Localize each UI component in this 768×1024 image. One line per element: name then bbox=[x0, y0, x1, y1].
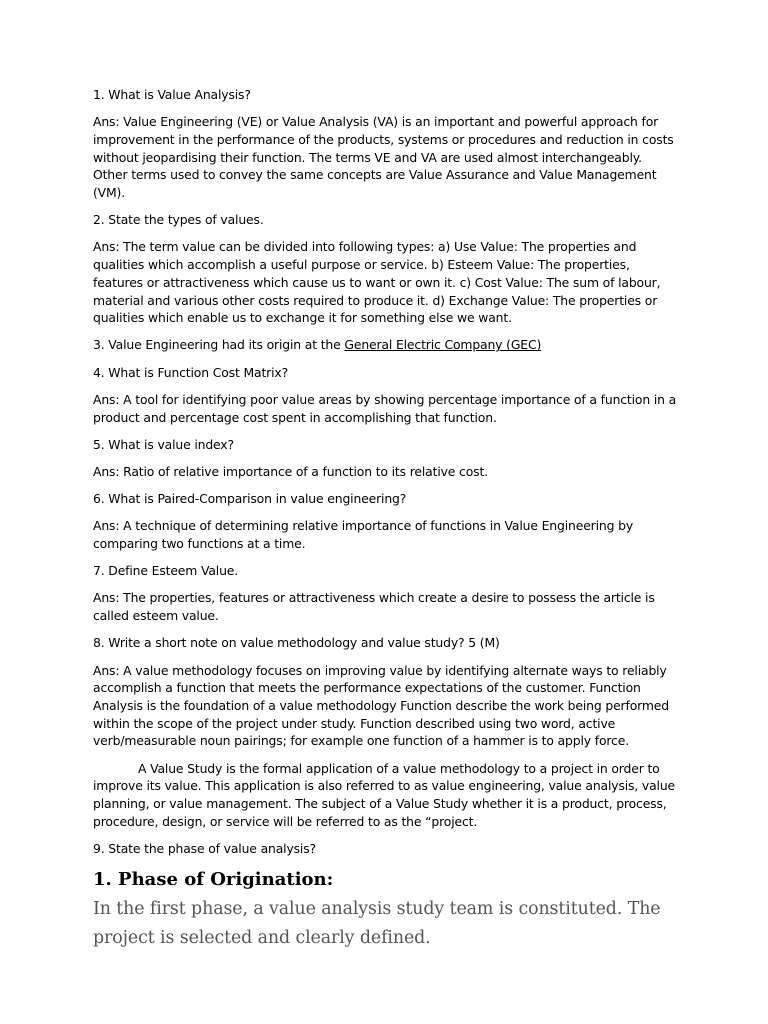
question-6: 6. What is Paired-Comparison in value engineering? bbox=[93, 491, 407, 507]
answer-2: Ans: The term value can be divided into following types: a) Use Value: The properties and qualities which accomplish a useful purpose or service. b) Esteem Value: The properties, features or attractiveness which cause us to want or own it. c) Cost Value: The sum of labour, material and various other costs required to produce it. d) Exchange Value: The properties or qualities which enable us to exchange it for something else we want. bbox=[93, 239, 661, 326]
question-7: 7. Define Esteem Value. bbox=[93, 563, 239, 579]
answer-8-part-2: A Value Study is the formal application of a value methodology to a project in order to improve its value. This application is also referred to as value engineering, value analysis, value planning, or value management. The subject of a Value Study whether it is a product, process, procedure, design, or service will be referred to as the “project. bbox=[93, 760, 676, 829]
question-2: 2. State the types of values. bbox=[93, 212, 264, 228]
question-3-text: 3. Value Engineering had its origin at the bbox=[93, 337, 345, 353]
answer-6: Ans: A technique of determining relative importance of functions in Value Engineering by comparing two functions at a time. bbox=[93, 518, 634, 552]
question-5: 5. What is value index? bbox=[93, 436, 234, 452]
question-3 bbox=[93, 336, 678, 354]
question-4: 4. What is Function Cost Matrix? bbox=[93, 364, 289, 380]
answer-8-part-1: Ans: A value methodology focuses on improving value by identifying alternate ways to reliably accomplish a function that meets the performance expectations of the customer. Function Analysis is the foundation of a value methodology Function describe the work being performed within the scope of the project under study. Function described using two word, active verb/measurable noun pairings; for example one function of a hammer is to apply force. bbox=[93, 662, 669, 749]
phase-heading: 1. Phase of Origination: bbox=[93, 869, 334, 891]
question-1: 1. What is Value Analysis? bbox=[93, 87, 251, 102]
question-9: 9. State the phase of value analysis? bbox=[93, 840, 316, 856]
answer-7: Ans: The properties, features or attractiveness which create a desire to possess the article is called esteem value. bbox=[93, 590, 655, 624]
answer-4: Ans: A tool for identifying poor value areas by showing percentage importance of a function in a product and percentage cost spent in accomplishing that function. bbox=[93, 391, 677, 425]
gec-link[interactable]: General Electric Company (GEC) bbox=[344, 337, 542, 353]
answer-5: Ans: Ratio of relative importance of a function to its relative cost. bbox=[93, 463, 488, 479]
answer-1: Ans: Value Engineering (VE) or Value Analysis (VA) is an important and powerful approach for improvement in the performance of the products, systems or procedures and reduction in costs without jeopardising their function. The terms VE and VA are used almost interchangeably. Other terms used to convey the same concepts are Value Assurance and Value Management (VM). bbox=[93, 114, 674, 201]
phase-text: In the first phase, a value analysis study team is constituted. The project is selected and clearly defined. bbox=[93, 899, 661, 949]
question-8: 8. Write a short note on value methodology and value study? 5 (M) bbox=[93, 635, 500, 651]
